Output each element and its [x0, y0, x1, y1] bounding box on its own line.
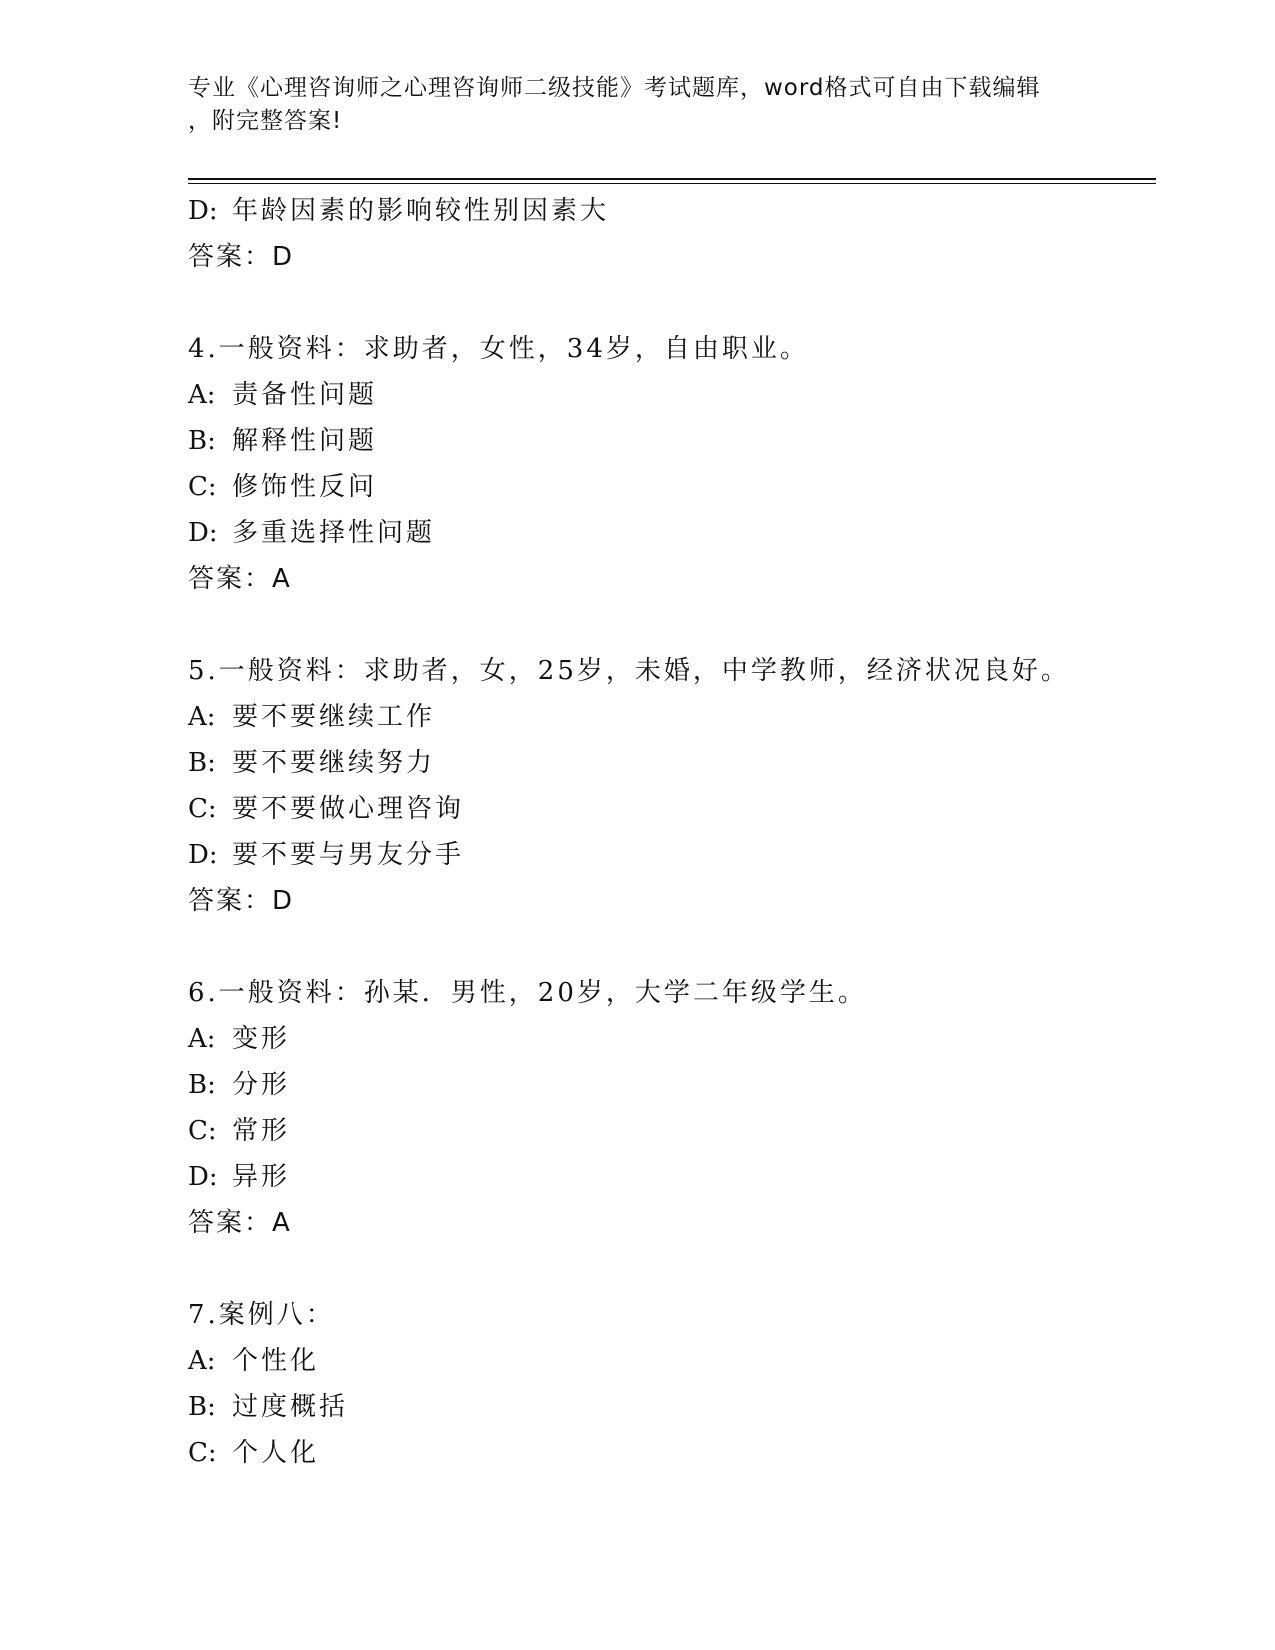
option-row	[188, 740, 1148, 786]
spacer	[188, 280, 1148, 326]
option-text: 要不要与男友分手	[232, 840, 465, 870]
option-letter: C:	[188, 472, 217, 502]
option-text: 个人化	[232, 1438, 320, 1468]
option-text: 分形	[232, 1070, 291, 1100]
answer-line: 答案：D	[188, 886, 295, 916]
option-row	[188, 832, 1148, 878]
option-letter: D:	[188, 518, 218, 548]
option-text: 责备性问题	[232, 380, 378, 410]
option-text: 修饰性反问	[232, 472, 378, 502]
option-text: 要不要做心理咨询	[232, 794, 465, 824]
option-row	[188, 1016, 1148, 1062]
option-row	[188, 372, 1148, 418]
option-row	[188, 1384, 1148, 1430]
option-letter: B:	[188, 426, 216, 456]
option-row	[188, 418, 1148, 464]
option-text: 变形	[232, 1024, 291, 1054]
question-stem: 5.一般资料：求助者，女，25岁，未婚，中学教师，经济状况良好。	[188, 656, 1070, 686]
answer-line: 答案：A	[188, 1208, 292, 1238]
option-row	[188, 1338, 1148, 1384]
option-row	[188, 786, 1148, 832]
spacer	[188, 1246, 1148, 1292]
document-header	[188, 72, 1088, 138]
option-row	[188, 1108, 1148, 1154]
option-letter: A:	[188, 380, 216, 410]
answer-line: 答案：A	[188, 564, 292, 594]
answer-line: 答案：D	[188, 242, 295, 272]
header-divider-thick	[188, 178, 1156, 180]
spacer	[188, 924, 1148, 970]
option-row	[188, 1062, 1148, 1108]
option-text: 解释性问题	[232, 426, 378, 456]
option-text: 常形	[232, 1116, 291, 1146]
option-letter: B:	[188, 1070, 216, 1100]
option-letter: D:	[188, 1162, 218, 1192]
option-row	[188, 464, 1148, 510]
option-letter: D:	[188, 196, 218, 226]
header-title-line-1: 专业《心理咨询师之心理咨询师二级技能》考试题库，word格式可自由下载编辑	[188, 75, 1041, 101]
option-letter: B:	[188, 748, 216, 778]
option-row	[188, 510, 1148, 556]
option-text: 多重选择性问题	[232, 518, 436, 548]
option-letter: C:	[188, 1438, 217, 1468]
spacer	[188, 602, 1148, 648]
option-text: 异形	[232, 1162, 291, 1192]
option-letter: B:	[188, 1392, 216, 1422]
option-row	[188, 1430, 1148, 1476]
option-row	[188, 1154, 1148, 1200]
option-letter: A:	[188, 1024, 216, 1054]
header-title-line-2: ，附完整答案!	[188, 108, 343, 134]
option-letter: C:	[188, 1116, 217, 1146]
header-divider-thin	[188, 183, 1156, 184]
question-stem: 4.一般资料：求助者，女性，34岁，自由职业。	[188, 334, 809, 364]
option-text: 要不要继续努力	[232, 748, 436, 778]
option-row	[188, 188, 1148, 234]
option-text: 个性化	[232, 1346, 320, 1376]
option-text: 年龄因素的影响较性别因素大	[232, 196, 610, 226]
question-stem: 7.案例八：	[188, 1300, 335, 1330]
option-letter: A:	[188, 1346, 216, 1376]
option-text: 要不要继续工作	[232, 702, 436, 732]
option-row	[188, 694, 1148, 740]
question-stem: 6.一般资料：孙某．男性，20岁，大学二年级学生。	[188, 978, 867, 1008]
option-letter: A:	[188, 702, 216, 732]
option-letter: D:	[188, 840, 218, 870]
option-text: 过度概括	[232, 1392, 349, 1422]
option-letter: C:	[188, 794, 217, 824]
question-list	[188, 188, 1148, 1476]
